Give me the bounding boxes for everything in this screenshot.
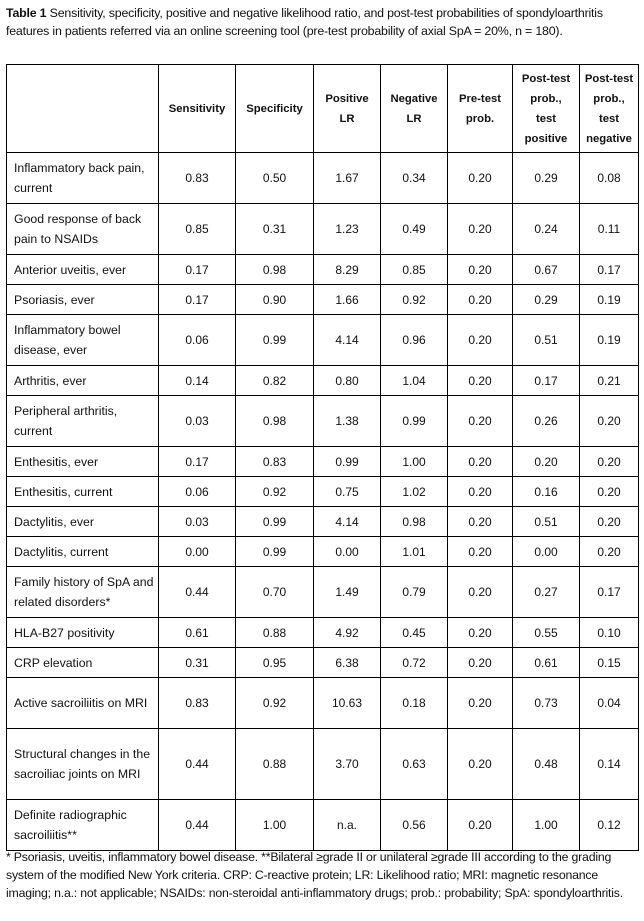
table-cell: 0.17 bbox=[159, 285, 236, 315]
row-label: Inflammatory back pain, current bbox=[7, 153, 159, 204]
table-cell: 0.14 bbox=[159, 366, 236, 396]
row-label: Arthritis, ever bbox=[7, 366, 159, 396]
table-cell: 0.17 bbox=[580, 255, 639, 285]
table-cell: 0.61 bbox=[513, 648, 580, 678]
table-cell: 0.20 bbox=[448, 153, 513, 204]
table-row bbox=[7, 477, 639, 507]
table-row bbox=[7, 447, 639, 477]
table-cell: 1.00 bbox=[513, 800, 580, 851]
table-cell: 4.14 bbox=[314, 315, 381, 366]
table-cell: 0.08 bbox=[580, 153, 639, 204]
table-cell: 0.29 bbox=[513, 285, 580, 315]
table-cell: 0.29 bbox=[513, 153, 580, 204]
table-cell: 0.18 bbox=[381, 678, 448, 729]
table-cell: 0.72 bbox=[381, 648, 448, 678]
table-cell: 0.31 bbox=[159, 648, 236, 678]
table-cell: 0.88 bbox=[236, 618, 314, 648]
header-row bbox=[7, 65, 639, 153]
table-cell: 0.31 bbox=[236, 204, 314, 255]
table-cell: 0.61 bbox=[159, 618, 236, 648]
table-row bbox=[7, 285, 639, 315]
table-cell: 0.16 bbox=[513, 477, 580, 507]
table-cell: 0.20 bbox=[448, 366, 513, 396]
column-header: Post-test prob., test positive bbox=[513, 65, 580, 153]
table-cell: 0.44 bbox=[159, 729, 236, 800]
table-cell: 0.92 bbox=[236, 477, 314, 507]
table-cell: 0.70 bbox=[236, 567, 314, 618]
table-row bbox=[7, 648, 639, 678]
table-cell: 10.63 bbox=[314, 678, 381, 729]
table-row bbox=[7, 315, 639, 366]
row-label: Definite radiographic sacroiliitis** bbox=[7, 800, 159, 851]
table-cell: 1.00 bbox=[236, 800, 314, 851]
column-header: Post-test prob., test negative bbox=[580, 65, 639, 153]
table-cell: 0.55 bbox=[513, 618, 580, 648]
table-footnote: * Psoriasis, uveitis, inflammatory bowel disease. **Bilateral ≥grade II or unilateral ≥grade III according to the grading system of the modified New York criteria. CRP: C-reactive protein; LR: Likelihood ratio; MRI: magnetic resonance imaging; n.a.: not applicable; NSAIDs: non-steroidal anti-inflammatory drugs; prob.: probability; SpA: spondyloarthritis. bbox=[6, 850, 623, 900]
table-cell: 0.10 bbox=[580, 618, 639, 648]
table-cell: 0.83 bbox=[159, 153, 236, 204]
table-cell: 0.96 bbox=[381, 315, 448, 366]
table-cell: 0.20 bbox=[448, 537, 513, 567]
table-cell: 0.26 bbox=[513, 396, 580, 447]
row-label: Enthesitis, current bbox=[7, 477, 159, 507]
results-table bbox=[6, 64, 639, 851]
row-label: Peripheral arthritis, current bbox=[7, 396, 159, 447]
column-header: Negative LR bbox=[381, 65, 448, 153]
table-cell: 0.19 bbox=[580, 285, 639, 315]
table-cell: 0.20 bbox=[513, 447, 580, 477]
table-cell: 0.21 bbox=[580, 366, 639, 396]
table-cell: 0.92 bbox=[236, 678, 314, 729]
row-label: Good response of back pain to NSAIDs bbox=[7, 204, 159, 255]
table-row bbox=[7, 678, 639, 729]
table-cell: 0.99 bbox=[314, 447, 381, 477]
table-cell: 0.83 bbox=[159, 678, 236, 729]
table-row bbox=[7, 567, 639, 618]
table-cell: 0.15 bbox=[580, 648, 639, 678]
row-label: Anterior uveitis, ever bbox=[7, 255, 159, 285]
table-cell: 0.85 bbox=[159, 204, 236, 255]
caption-text: Sensitivity, specificity, positive and negative likelihood ratio, and post-test probabilities of spondyloarthritis features in patients referred via an online screening tool (pre-test probability of axial SpA = 20%, n = 180). bbox=[6, 6, 603, 38]
table-cell: 0.00 bbox=[159, 537, 236, 567]
table-cell: 0.82 bbox=[236, 366, 314, 396]
table-cell: 0.51 bbox=[513, 507, 580, 537]
table-cell: 0.20 bbox=[580, 537, 639, 567]
table-row bbox=[7, 729, 639, 800]
table-caption bbox=[6, 4, 636, 40]
table-row bbox=[7, 396, 639, 447]
table-row bbox=[7, 537, 639, 567]
table-cell: 0.45 bbox=[381, 618, 448, 648]
table-cell: 0.85 bbox=[381, 255, 448, 285]
table-cell: 0.98 bbox=[381, 507, 448, 537]
column-header bbox=[7, 65, 159, 153]
table-cell: 0.06 bbox=[159, 315, 236, 366]
table-cell: 0.17 bbox=[159, 255, 236, 285]
table-cell: 0.90 bbox=[236, 285, 314, 315]
table-cell: 0.34 bbox=[381, 153, 448, 204]
table-cell: 1.04 bbox=[381, 366, 448, 396]
table-cell: 0.88 bbox=[236, 729, 314, 800]
row-label: Family history of SpA and related disorders* bbox=[7, 567, 159, 618]
table-cell: 0.20 bbox=[448, 447, 513, 477]
table-cell: 0.12 bbox=[580, 800, 639, 851]
table-cell: 1.01 bbox=[381, 537, 448, 567]
table-cell: 0.44 bbox=[159, 800, 236, 851]
table-cell: 0.00 bbox=[513, 537, 580, 567]
table-cell: 0.44 bbox=[159, 567, 236, 618]
table-cell: 0.20 bbox=[580, 477, 639, 507]
table-cell: 0.79 bbox=[381, 567, 448, 618]
table-cell: 0.99 bbox=[236, 537, 314, 567]
table-cell: 0.80 bbox=[314, 366, 381, 396]
table-cell: 0.03 bbox=[159, 396, 236, 447]
table-cell: 0.92 bbox=[381, 285, 448, 315]
table-cell: 0.20 bbox=[580, 396, 639, 447]
table-cell: 0.14 bbox=[580, 729, 639, 800]
table-cell: 8.29 bbox=[314, 255, 381, 285]
table-cell: 1.38 bbox=[314, 396, 381, 447]
table-cell: 1.02 bbox=[381, 477, 448, 507]
row-label: HLA-B27 positivity bbox=[7, 618, 159, 648]
table-cell: 0.24 bbox=[513, 204, 580, 255]
table-cell: 0.49 bbox=[381, 204, 448, 255]
table-cell: 0.95 bbox=[236, 648, 314, 678]
table-cell: 1.00 bbox=[381, 447, 448, 477]
table-row bbox=[7, 618, 639, 648]
table-row bbox=[7, 204, 639, 255]
table-cell: 0.67 bbox=[513, 255, 580, 285]
column-header: Sensitivity bbox=[159, 65, 236, 153]
table-cell: 0.63 bbox=[381, 729, 448, 800]
row-label: CRP elevation bbox=[7, 648, 159, 678]
table-cell: 0.11 bbox=[580, 204, 639, 255]
table-cell: 0.20 bbox=[448, 678, 513, 729]
table-cell: 0.73 bbox=[513, 678, 580, 729]
table-cell: 0.20 bbox=[448, 648, 513, 678]
table-cell: 0.98 bbox=[236, 396, 314, 447]
table-cell: 0.99 bbox=[381, 396, 448, 447]
table-cell: 0.75 bbox=[314, 477, 381, 507]
column-header: Positive LR bbox=[314, 65, 381, 153]
row-label: Psoriasis, ever bbox=[7, 285, 159, 315]
table-row bbox=[7, 153, 639, 204]
table-cell: 0.20 bbox=[448, 285, 513, 315]
table-cell: 0.20 bbox=[448, 567, 513, 618]
table-cell: 1.66 bbox=[314, 285, 381, 315]
column-header: Specificity bbox=[236, 65, 314, 153]
table-cell: 0.17 bbox=[159, 447, 236, 477]
table-cell: 0.20 bbox=[448, 477, 513, 507]
table-cell: 1.23 bbox=[314, 204, 381, 255]
table-cell: 0.20 bbox=[448, 618, 513, 648]
row-label: Inflammatory bowel disease, ever bbox=[7, 315, 159, 366]
table-row bbox=[7, 366, 639, 396]
table-cell: 0.20 bbox=[580, 507, 639, 537]
table-row bbox=[7, 255, 639, 285]
table-cell: 1.49 bbox=[314, 567, 381, 618]
table-cell: 0.20 bbox=[580, 447, 639, 477]
table-cell: 0.20 bbox=[448, 800, 513, 851]
table-cell: 0.51 bbox=[513, 315, 580, 366]
row-label: Enthesitis, ever bbox=[7, 447, 159, 477]
table-cell: 0.17 bbox=[513, 366, 580, 396]
table-cell: 0.20 bbox=[448, 507, 513, 537]
table-cell: 0.20 bbox=[448, 315, 513, 366]
table-row bbox=[7, 507, 639, 537]
table-label: Table 1 bbox=[6, 6, 47, 20]
table-cell: 0.99 bbox=[236, 507, 314, 537]
table-cell: 1.67 bbox=[314, 153, 381, 204]
table-cell: 0.99 bbox=[236, 315, 314, 366]
table-cell: 0.20 bbox=[448, 255, 513, 285]
table-cell: 0.06 bbox=[159, 477, 236, 507]
table-cell: 0.27 bbox=[513, 567, 580, 618]
table-cell: 0.50 bbox=[236, 153, 314, 204]
table-cell: 0.20 bbox=[448, 396, 513, 447]
table-cell: 0.20 bbox=[448, 204, 513, 255]
table-cell: 0.20 bbox=[448, 729, 513, 800]
table-cell: 0.56 bbox=[381, 800, 448, 851]
row-label: Dactylitis, current bbox=[7, 537, 159, 567]
row-label: Active sacroiliitis on MRI bbox=[7, 678, 159, 729]
table-cell: 0.98 bbox=[236, 255, 314, 285]
table-cell: 0.17 bbox=[580, 567, 639, 618]
table-cell: 0.04 bbox=[580, 678, 639, 729]
row-label: Dactylitis, ever bbox=[7, 507, 159, 537]
table-cell: 4.14 bbox=[314, 507, 381, 537]
table-row bbox=[7, 800, 639, 851]
row-label: Structural changes in the sacroiliac joints on MRI bbox=[7, 729, 159, 800]
table-cell: 4.92 bbox=[314, 618, 381, 648]
column-header: Pre-test prob. bbox=[448, 65, 513, 153]
table-cell: n.a. bbox=[314, 800, 381, 851]
table-cell: 3.70 bbox=[314, 729, 381, 800]
table-cell: 0.48 bbox=[513, 729, 580, 800]
table-cell: 0.03 bbox=[159, 507, 236, 537]
table-cell: 0.19 bbox=[580, 315, 639, 366]
table-cell: 0.00 bbox=[314, 537, 381, 567]
table-cell: 6.38 bbox=[314, 648, 381, 678]
table-cell: 0.83 bbox=[236, 447, 314, 477]
